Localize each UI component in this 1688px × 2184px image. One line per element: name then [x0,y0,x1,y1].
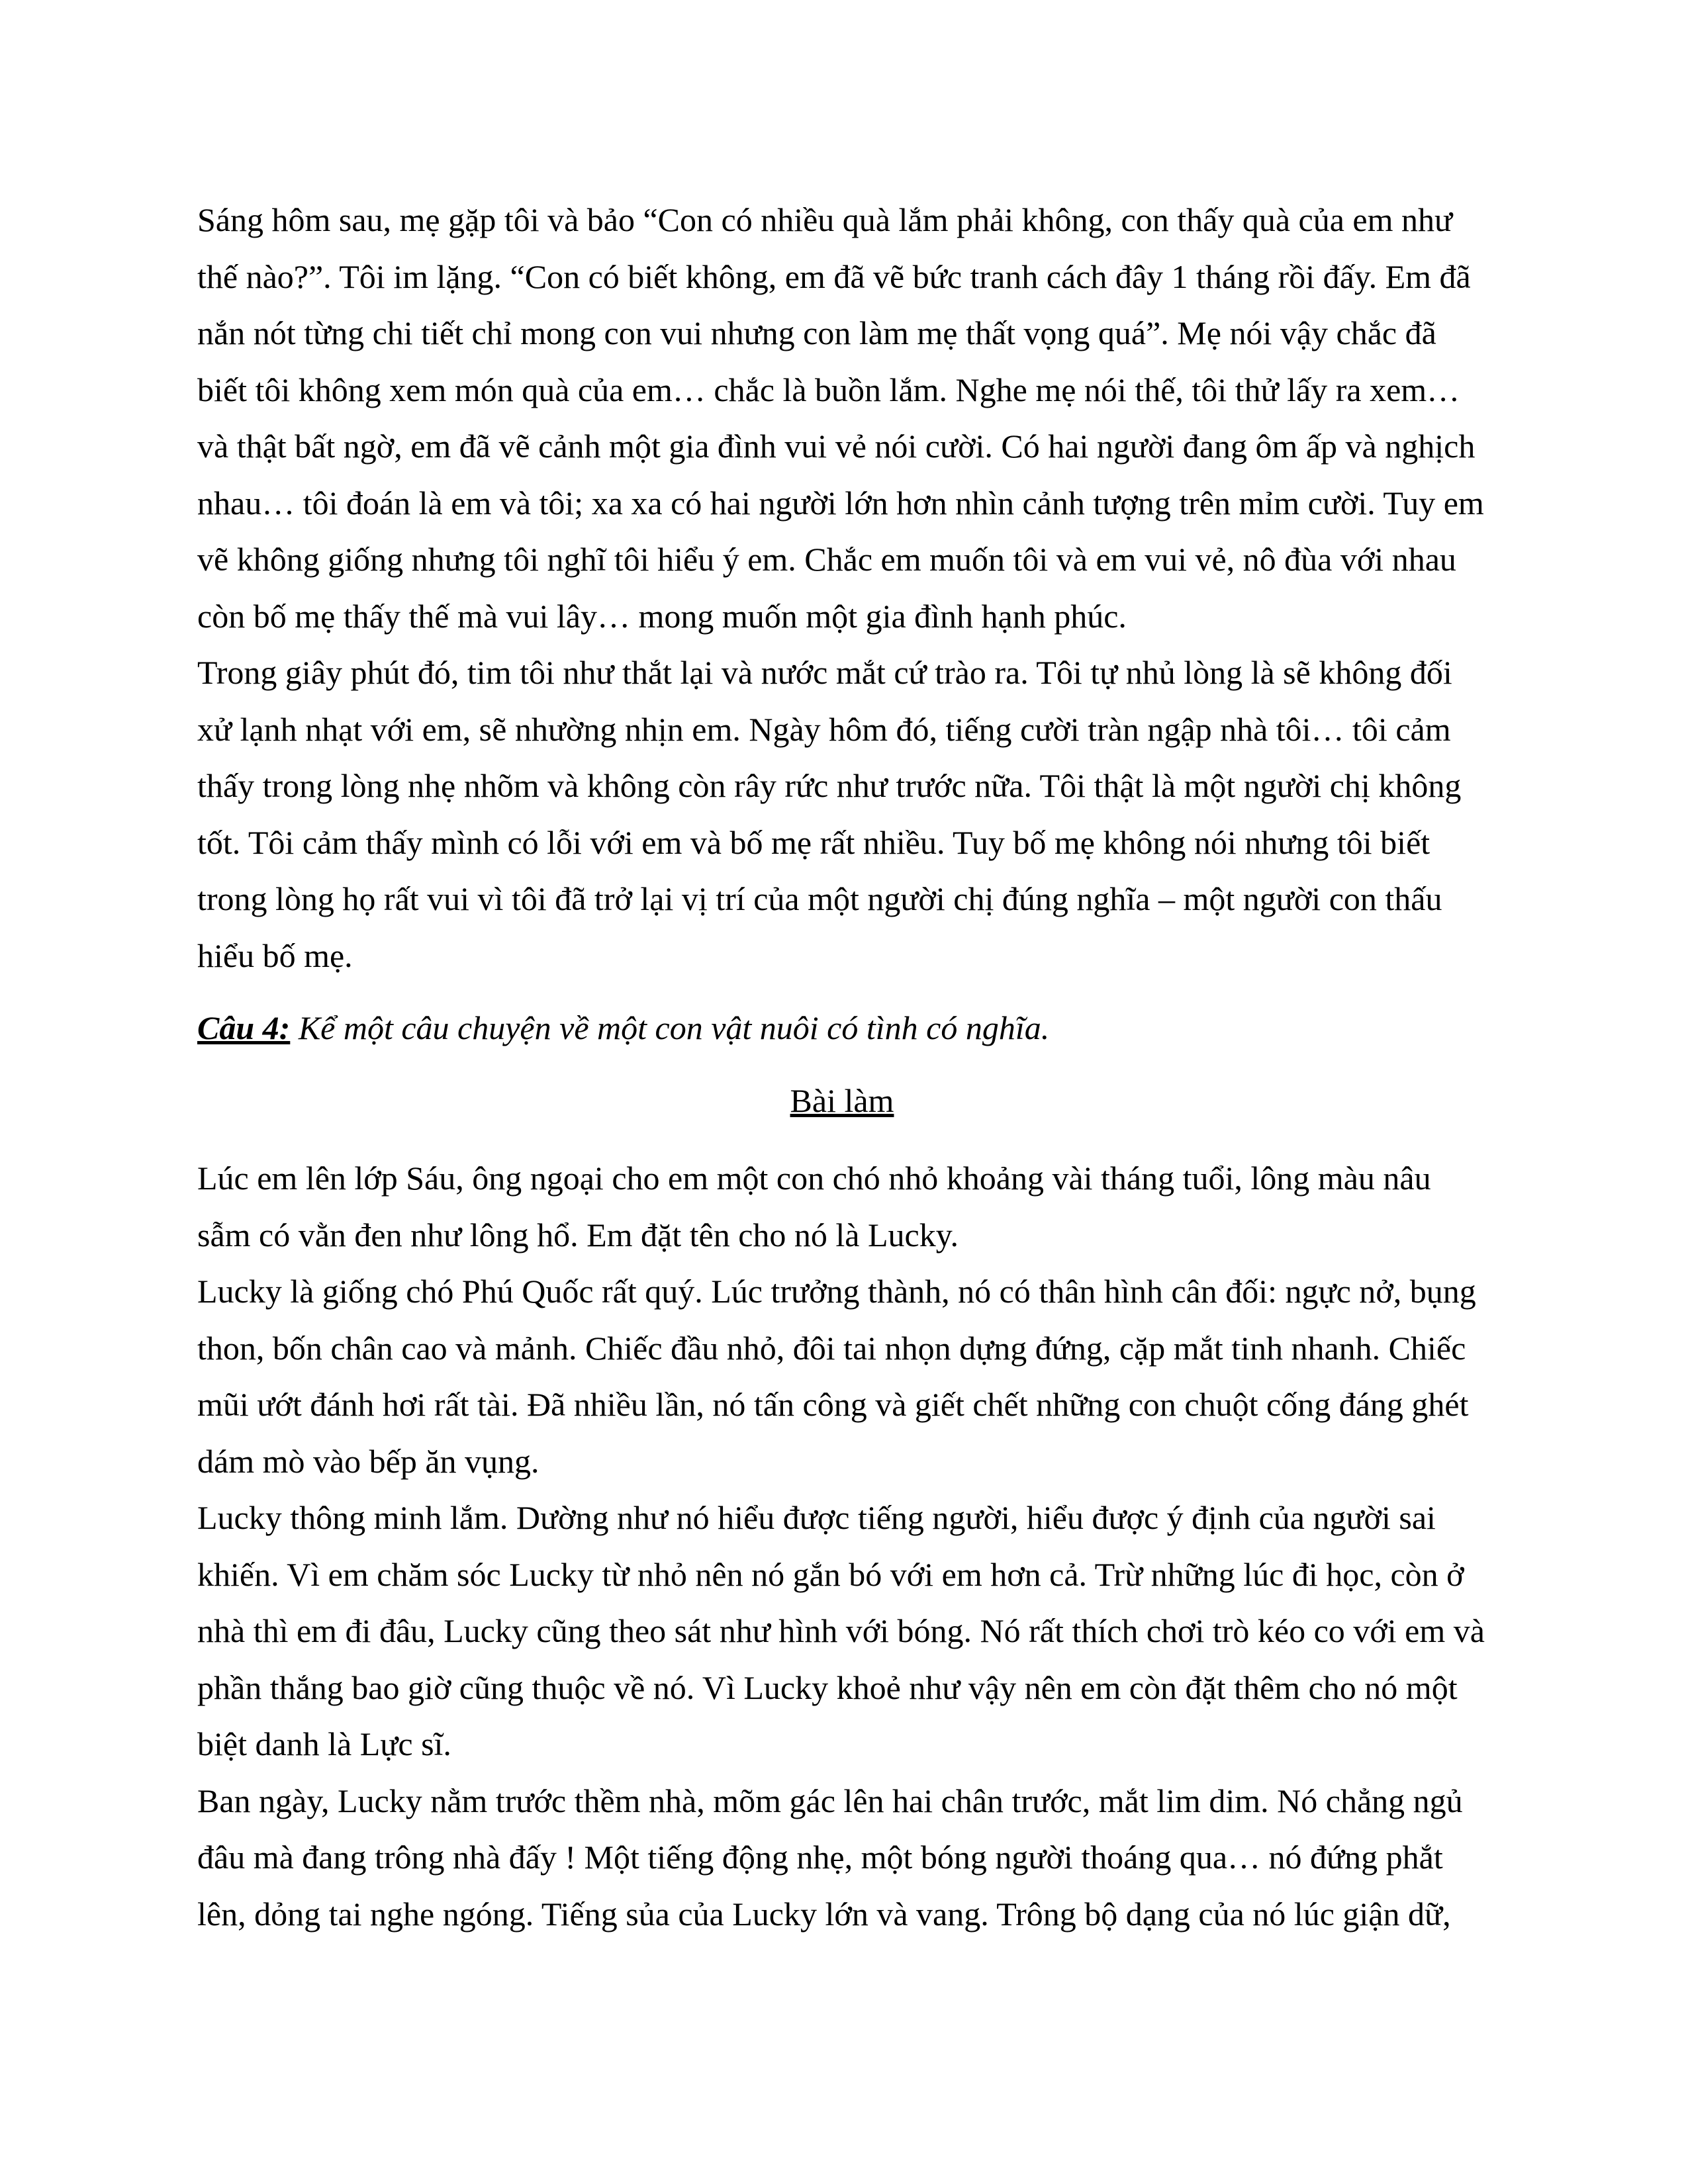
paragraph-lucky-guarding: Ban ngày, Lucky nằm trước thềm nhà, mõm gác lên hai chân trước, mắt lim dim. Nó chẳng ngủ đâu mà đang trông nhà đấy ! Một tiếng động nhẹ, một bóng người thoáng qua… nó đứng phắt lên, dỏng tai nghe ngóng. Tiếng sủa của Lucky lớn và vang. Trông bộ dạng của nó lúc giận dữ, [197,1782,1463,1933]
question-text: Kể một câu chuyện về một con vật nuôi có tình có nghĩa. [290,1009,1050,1046]
essay-heading: Bài làm [790,1081,894,1119]
paragraph-lucky-appearance: Lucky là giống chó Phú Quốc rất quý. Lúc trưởng thành, nó có thân hình cân đối: ngực nở, bụng thon, bốn chân cao và mảnh. Chiếc đầu nhỏ, đôi tai nhọn dựng đứng, cặp mắt tinh nhanh. Chiếc mũi ướt đánh hơi rất tài. Đã nhiều lần, nó tấn công và giết chết những con chuột cống đáng ghét dám mò vào bếp ăn vụng. [197,1273,1476,1480]
paragraph-realization: Trong giây phút đó, tim tôi như thắt lại và nước mắt cứ trào ra. Tôi tự nhủ lòng là sẽ không đối xử lạnh nhạt với em, sẽ nhường nhịn em. Ngày hôm đó, tiếng cười tràn ngập nhà tôi… tôi cảm thấy trong lòng nhẹ nhõm và không còn rây rức như trước nữa. Tôi thật là một người chị không tốt. Tôi cảm thấy mình có lỗi với em và bố mẹ rất nhiều. Tuy bố mẹ không nói nhưng tôi biết trong lòng họ rất vui vì tôi đã trở lại vị trí của một người chị đúng nghĩa – một người con thấu hiểu bố mẹ. [197,654,1462,974]
paragraph-mother-talk: Sáng hôm sau, mẹ gặp tôi và bảo “Con có nhiều quà lắm phải không, con thấy quà của em như thế nào?”. Tôi im lặng. “Con có biết không, em đã vẽ bức tranh cách đây 1 tháng rồi đấy. Em đã nắn nót từng chi tiết chỉ mong con vui nhưng con làm mẹ thất vọng quá”. Mẹ nói vậy chắc đã biết tôi không xem món quà của em… chắc là buồn lắm. Nghe mẹ nói thế, tôi thử lấy ra xem… và thật bất ngờ, em đã vẽ cảnh một gia đình vui vẻ nói cười. Có hai người đang ôm ấp và nghịch nhau… tôi đoán là em và tôi; xa xa có hai người lớn hơn nhìn cảnh tượng trên mỉm cười. Tuy em vẽ không giống nhưng tôi nghĩ tôi hiểu ý em. Chắc em muốn tôi và em vui vẻ, nô đùa với nhau còn bố mẹ thấy thế mà vui lây… mong muốn một gia đình hạnh phúc. [197,201,1484,635]
question-4 [197,1000,1487,1057]
paragraph-intro-lucky: Lúc em lên lớp Sáu, ông ngoại cho em một con chó nhỏ khoảng vài tháng tuổi, lông màu nâu sẫm có vằn đen như lông hổ. Em đặt tên cho nó là Lucky. [197,1160,1431,1253]
paragraph-lucky-intelligence: Lucky thông minh lắm. Dường như nó hiểu được tiếng người, hiểu được ý định của người sai khiến. Vì em chăm sóc Lucky từ nhỏ nên nó gắn bó với em hơn cả. Trừ những lúc đi học, còn ở nhà thì em đi đâu, Lucky cũng theo sát như hình với bóng. Nó rất thích chơi trò kéo co với em và phần thắng bao giờ cũng thuộc về nó. Vì Lucky khoẻ như vậy nên em còn đặt thêm cho nó một biệt danh là Lực sĩ. [197,1499,1485,1762]
document-body [197,192,1487,1942]
question-label: Câu 4: [197,1009,291,1046]
